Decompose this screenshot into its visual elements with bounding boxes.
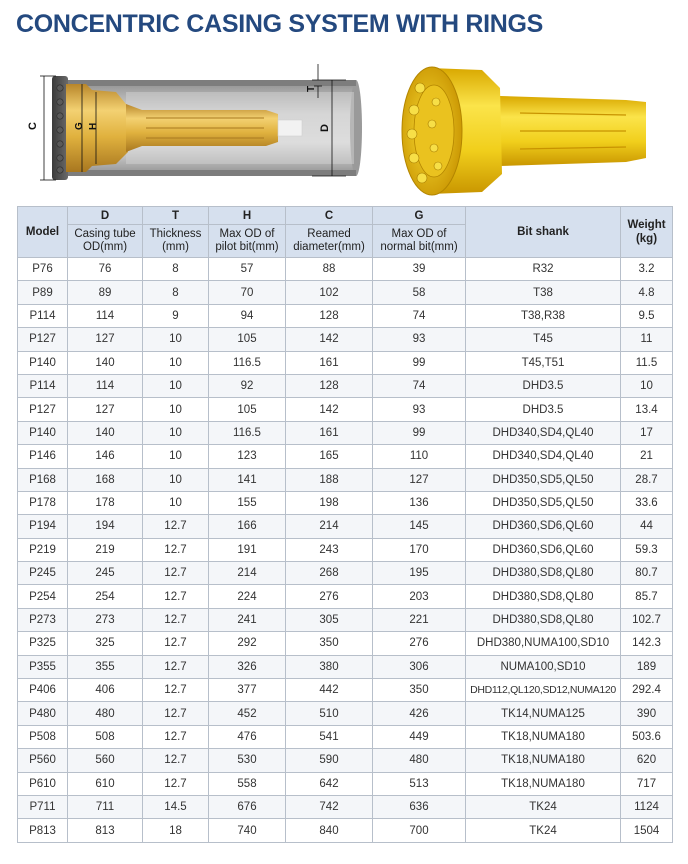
model-cell: P178 — [18, 491, 68, 514]
casing-od-cell: 178 — [68, 491, 143, 514]
model-cell: P114 — [18, 304, 68, 327]
max-od-pilot-cell: 326 — [209, 655, 286, 678]
weight-cell: 503.6 — [621, 725, 673, 748]
casing-od-cell: 127 — [68, 398, 143, 421]
max-od-pilot-cell: 123 — [209, 445, 286, 468]
model-cell: P146 — [18, 445, 68, 468]
dim-label-c: C — [27, 122, 39, 130]
reamed-cell: 510 — [286, 702, 373, 725]
weight-cell: 11.5 — [621, 351, 673, 374]
thickness-cell: 12.7 — [143, 562, 209, 585]
header-letter-h: H — [209, 207, 286, 225]
reamed-cell: 128 — [286, 304, 373, 327]
model-cell: P76 — [18, 258, 68, 281]
max-od-normal-cell: 195 — [373, 562, 466, 585]
weight-cell: 102.7 — [621, 608, 673, 631]
max-od-normal-cell: 99 — [373, 351, 466, 374]
max-od-normal-cell: 203 — [373, 585, 466, 608]
weight-cell: 3.2 — [621, 258, 673, 281]
reamed-cell: 165 — [286, 445, 373, 468]
thickness-cell: 10 — [143, 468, 209, 491]
reamed-cell: 214 — [286, 515, 373, 538]
model-cell: P254 — [18, 585, 68, 608]
max-od-normal-cell: 93 — [373, 398, 466, 421]
table-row — [18, 608, 673, 631]
table-row — [18, 304, 673, 327]
casing-od-cell: 219 — [68, 538, 143, 561]
header-letter-c: C — [286, 207, 373, 225]
thickness-cell: 12.7 — [143, 702, 209, 725]
weight-cell: 33.6 — [621, 491, 673, 514]
model-cell: P89 — [18, 281, 68, 304]
casing-diagram — [16, 58, 362, 198]
thickness-cell: 10 — [143, 421, 209, 444]
model-cell: P127 — [18, 328, 68, 351]
bit-shank-cell: T38,R38 — [466, 304, 621, 327]
model-cell: P508 — [18, 725, 68, 748]
bit-product-render — [390, 58, 668, 204]
reamed-cell: 276 — [286, 585, 373, 608]
reamed-cell: 188 — [286, 468, 373, 491]
bit-shank-cell: DHD380,NUMA100,SD10 — [466, 632, 621, 655]
bit-shank-cell: TK18,NUMA180 — [466, 749, 621, 772]
weight-cell: 28.7 — [621, 468, 673, 491]
max-od-pilot-cell: 94 — [209, 304, 286, 327]
header-bit-shank: Bit shank — [466, 207, 621, 258]
weight-cell: 292.4 — [621, 679, 673, 702]
reamed-cell: 268 — [286, 562, 373, 585]
casing-od-cell: 140 — [68, 421, 143, 444]
table-row — [18, 632, 673, 655]
model-cell: P406 — [18, 679, 68, 702]
reamed-cell: 88 — [286, 258, 373, 281]
thickness-cell: 12.7 — [143, 632, 209, 655]
max-od-normal-cell: 110 — [373, 445, 466, 468]
max-od-normal-cell: 221 — [373, 608, 466, 631]
model-cell: P325 — [18, 632, 68, 655]
casing-od-cell: 76 — [68, 258, 143, 281]
header-model: Model — [18, 207, 68, 258]
table-row — [18, 795, 673, 818]
bit-shank-cell: DHD340,SD4,QL40 — [466, 445, 621, 468]
header-letter-t: T — [143, 207, 209, 225]
casing-od-cell: 610 — [68, 772, 143, 795]
dim-label-t: T — [306, 85, 317, 92]
reamed-cell: 541 — [286, 725, 373, 748]
max-od-pilot-cell: 676 — [209, 795, 286, 818]
bit-shank-cell: DHD350,SD5,QL50 — [466, 468, 621, 491]
model-cell: P273 — [18, 608, 68, 631]
table-row — [18, 468, 673, 491]
thickness-cell: 8 — [143, 281, 209, 304]
header-letter-g: G — [373, 207, 466, 225]
weight-cell: 21 — [621, 445, 673, 468]
casing-od-cell: 194 — [68, 515, 143, 538]
bit-shank-cell: DHD380,SD8,QL80 — [466, 608, 621, 631]
page-title: CONCENTRIC CASING SYSTEM WITH RINGS — [16, 10, 544, 38]
specs-table-body — [18, 258, 673, 843]
table-row — [18, 421, 673, 444]
max-od-pilot-cell: 241 — [209, 608, 286, 631]
max-od-normal-cell: 513 — [373, 772, 466, 795]
bit-shank-cell: TK24 — [466, 795, 621, 818]
header-weight: Weight (kg) — [621, 207, 673, 258]
reamed-cell: 840 — [286, 819, 373, 842]
bit-shank-cell: TK14,NUMA125 — [466, 702, 621, 725]
bit-shank-cell: TK18,NUMA180 — [466, 725, 621, 748]
weight-cell: 620 — [621, 749, 673, 772]
max-od-pilot-cell: 166 — [209, 515, 286, 538]
bit-shank-cell: DHD112,QL120,SD12,NUMA120 — [466, 679, 621, 702]
weight-cell: 11 — [621, 328, 673, 351]
model-cell: P560 — [18, 749, 68, 772]
reamed-cell: 142 — [286, 328, 373, 351]
max-od-pilot-cell: 377 — [209, 679, 286, 702]
thickness-cell: 12.7 — [143, 725, 209, 748]
reamed-cell: 243 — [286, 538, 373, 561]
max-od-pilot-cell: 57 — [209, 258, 286, 281]
thickness-cell: 12.7 — [143, 538, 209, 561]
thickness-cell: 10 — [143, 351, 209, 374]
max-od-normal-cell: 93 — [373, 328, 466, 351]
reamed-cell: 350 — [286, 632, 373, 655]
max-od-pilot-cell: 116.5 — [209, 351, 286, 374]
max-od-normal-cell: 127 — [373, 468, 466, 491]
bit-shank-cell: DHD350,SD5,QL50 — [466, 491, 621, 514]
thickness-cell: 12.7 — [143, 515, 209, 538]
bit-shank-cell: TK18,NUMA180 — [466, 772, 621, 795]
bit-shank-cell: DHD3.5 — [466, 398, 621, 421]
max-od-pilot-cell: 141 — [209, 468, 286, 491]
bit-shank-cell: DHD360,SD6,QL60 — [466, 538, 621, 561]
casing-od-cell: 127 — [68, 328, 143, 351]
model-cell: P610 — [18, 772, 68, 795]
max-od-normal-cell: 74 — [373, 374, 466, 397]
max-od-pilot-cell: 92 — [209, 374, 286, 397]
max-od-normal-cell: 276 — [373, 632, 466, 655]
table-row — [18, 702, 673, 725]
max-od-pilot-cell: 116.5 — [209, 421, 286, 444]
reamed-cell: 198 — [286, 491, 373, 514]
casing-od-cell: 508 — [68, 725, 143, 748]
max-od-pilot-cell: 105 — [209, 328, 286, 351]
model-cell: P355 — [18, 655, 68, 678]
max-od-pilot-cell: 292 — [209, 632, 286, 655]
table-row — [18, 445, 673, 468]
thickness-cell: 14.5 — [143, 795, 209, 818]
max-od-pilot-cell: 191 — [209, 538, 286, 561]
thickness-cell: 18 — [143, 819, 209, 842]
weight-cell: 85.7 — [621, 585, 673, 608]
thickness-cell: 12.7 — [143, 679, 209, 702]
table-row — [18, 281, 673, 304]
bit-shank-cell: DHD3.5 — [466, 374, 621, 397]
model-cell: P140 — [18, 421, 68, 444]
dim-label-d: D — [319, 124, 331, 132]
header-max-od-pilot: Max OD of pilot bit(mm) — [209, 225, 286, 258]
weight-cell: 17 — [621, 421, 673, 444]
reamed-cell: 642 — [286, 772, 373, 795]
model-cell: P127 — [18, 398, 68, 421]
reamed-cell: 128 — [286, 374, 373, 397]
weight-cell: 80.7 — [621, 562, 673, 585]
header-reamed-diameter: Reamed diameter(mm) — [286, 225, 373, 258]
max-od-pilot-cell: 105 — [209, 398, 286, 421]
weight-cell: 1124 — [621, 795, 673, 818]
weight-cell: 59.3 — [621, 538, 673, 561]
thickness-cell: 10 — [143, 491, 209, 514]
casing-od-cell: 813 — [68, 819, 143, 842]
bit-shank-cell: NUMA100,SD10 — [466, 655, 621, 678]
max-od-pilot-cell: 530 — [209, 749, 286, 772]
table-row — [18, 258, 673, 281]
weight-cell: 4.8 — [621, 281, 673, 304]
bit-shank-cell: T45 — [466, 328, 621, 351]
reamed-cell: 142 — [286, 398, 373, 421]
max-od-normal-cell: 306 — [373, 655, 466, 678]
table-row — [18, 398, 673, 421]
max-od-pilot-cell: 155 — [209, 491, 286, 514]
model-cell: P711 — [18, 795, 68, 818]
max-od-pilot-cell: 558 — [209, 772, 286, 795]
thickness-cell: 12.7 — [143, 608, 209, 631]
weight-cell: 1504 — [621, 819, 673, 842]
model-cell: P114 — [18, 374, 68, 397]
bit-shank-cell: DHD380,SD8,QL80 — [466, 585, 621, 608]
casing-od-cell: 89 — [68, 281, 143, 304]
casing-od-cell: 406 — [68, 679, 143, 702]
casing-od-cell: 325 — [68, 632, 143, 655]
weight-cell: 9.5 — [621, 304, 673, 327]
max-od-normal-cell: 449 — [373, 725, 466, 748]
dim-label-h: H — [88, 122, 99, 130]
bit-shank-cell: DHD380,SD8,QL80 — [466, 562, 621, 585]
weight-cell: 142.3 — [621, 632, 673, 655]
max-od-pilot-cell: 740 — [209, 819, 286, 842]
max-od-pilot-cell: 476 — [209, 725, 286, 748]
casing-od-cell: 560 — [68, 749, 143, 772]
reamed-cell: 742 — [286, 795, 373, 818]
weight-cell: 390 — [621, 702, 673, 725]
header-letter-d: D — [68, 207, 143, 225]
max-od-pilot-cell: 214 — [209, 562, 286, 585]
max-od-pilot-cell: 224 — [209, 585, 286, 608]
max-od-normal-cell: 700 — [373, 819, 466, 842]
reamed-cell: 161 — [286, 421, 373, 444]
table-row — [18, 749, 673, 772]
table-row — [18, 351, 673, 374]
weight-cell: 44 — [621, 515, 673, 538]
table-row — [18, 515, 673, 538]
reamed-cell: 442 — [286, 679, 373, 702]
table-row — [18, 538, 673, 561]
table-row — [18, 585, 673, 608]
reamed-cell: 380 — [286, 655, 373, 678]
max-od-pilot-cell: 70 — [209, 281, 286, 304]
casing-od-cell: 114 — [68, 374, 143, 397]
weight-cell: 717 — [621, 772, 673, 795]
bit-shank-cell: DHD340,SD4,QL40 — [466, 421, 621, 444]
thickness-cell: 12.7 — [143, 749, 209, 772]
header-max-od-normal: Max OD of normal bit(mm) — [373, 225, 466, 258]
max-od-normal-cell: 170 — [373, 538, 466, 561]
casing-od-cell: 273 — [68, 608, 143, 631]
casing-od-cell: 114 — [68, 304, 143, 327]
max-od-normal-cell: 99 — [373, 421, 466, 444]
thickness-cell: 10 — [143, 328, 209, 351]
bit-shank-cell: TK24 — [466, 819, 621, 842]
weight-cell: 10 — [621, 374, 673, 397]
max-od-normal-cell: 350 — [373, 679, 466, 702]
weight-cell: 13.4 — [621, 398, 673, 421]
reamed-cell: 102 — [286, 281, 373, 304]
table-row — [18, 491, 673, 514]
table-row — [18, 655, 673, 678]
bit-shank-cell: T45,T51 — [466, 351, 621, 374]
table-row — [18, 819, 673, 842]
max-od-normal-cell: 636 — [373, 795, 466, 818]
model-cell: P140 — [18, 351, 68, 374]
table-row — [18, 328, 673, 351]
thickness-cell: 12.7 — [143, 655, 209, 678]
max-od-normal-cell: 426 — [373, 702, 466, 725]
header-thickness: Thickness (mm) — [143, 225, 209, 258]
casing-od-cell: 355 — [68, 655, 143, 678]
casing-od-cell: 480 — [68, 702, 143, 725]
model-cell: P194 — [18, 515, 68, 538]
max-od-normal-cell: 145 — [373, 515, 466, 538]
table-row — [18, 562, 673, 585]
max-od-normal-cell: 136 — [373, 491, 466, 514]
thickness-cell: 12.7 — [143, 585, 209, 608]
casing-od-cell: 711 — [68, 795, 143, 818]
table-row — [18, 772, 673, 795]
thickness-cell: 10 — [143, 374, 209, 397]
casing-od-cell: 140 — [68, 351, 143, 374]
dim-label-g: G — [74, 122, 85, 130]
max-od-pilot-cell: 452 — [209, 702, 286, 725]
thickness-cell: 12.7 — [143, 772, 209, 795]
reamed-cell: 161 — [286, 351, 373, 374]
thickness-cell: 10 — [143, 398, 209, 421]
table-row — [18, 679, 673, 702]
table-row — [18, 374, 673, 397]
max-od-normal-cell: 58 — [373, 281, 466, 304]
weight-cell: 189 — [621, 655, 673, 678]
model-cell: P480 — [18, 702, 68, 725]
model-cell: P168 — [18, 468, 68, 491]
casing-od-cell: 254 — [68, 585, 143, 608]
casing-od-cell: 146 — [68, 445, 143, 468]
casing-od-cell: 245 — [68, 562, 143, 585]
casing-od-cell: 168 — [68, 468, 143, 491]
reamed-cell: 590 — [286, 749, 373, 772]
max-od-normal-cell: 480 — [373, 749, 466, 772]
reamed-cell: 305 — [286, 608, 373, 631]
header-casing-od: Casing tube OD(mm) — [68, 225, 143, 258]
max-od-normal-cell: 39 — [373, 258, 466, 281]
thickness-cell: 10 — [143, 445, 209, 468]
max-od-normal-cell: 74 — [373, 304, 466, 327]
model-cell: P245 — [18, 562, 68, 585]
table-row — [18, 725, 673, 748]
bit-shank-cell: R32 — [466, 258, 621, 281]
bit-shank-cell: DHD360,SD6,QL60 — [466, 515, 621, 538]
thickness-cell: 9 — [143, 304, 209, 327]
model-cell: P813 — [18, 819, 68, 842]
model-cell: P219 — [18, 538, 68, 561]
bit-shank-cell: T38 — [466, 281, 621, 304]
specs-table — [17, 206, 673, 843]
thickness-cell: 8 — [143, 258, 209, 281]
